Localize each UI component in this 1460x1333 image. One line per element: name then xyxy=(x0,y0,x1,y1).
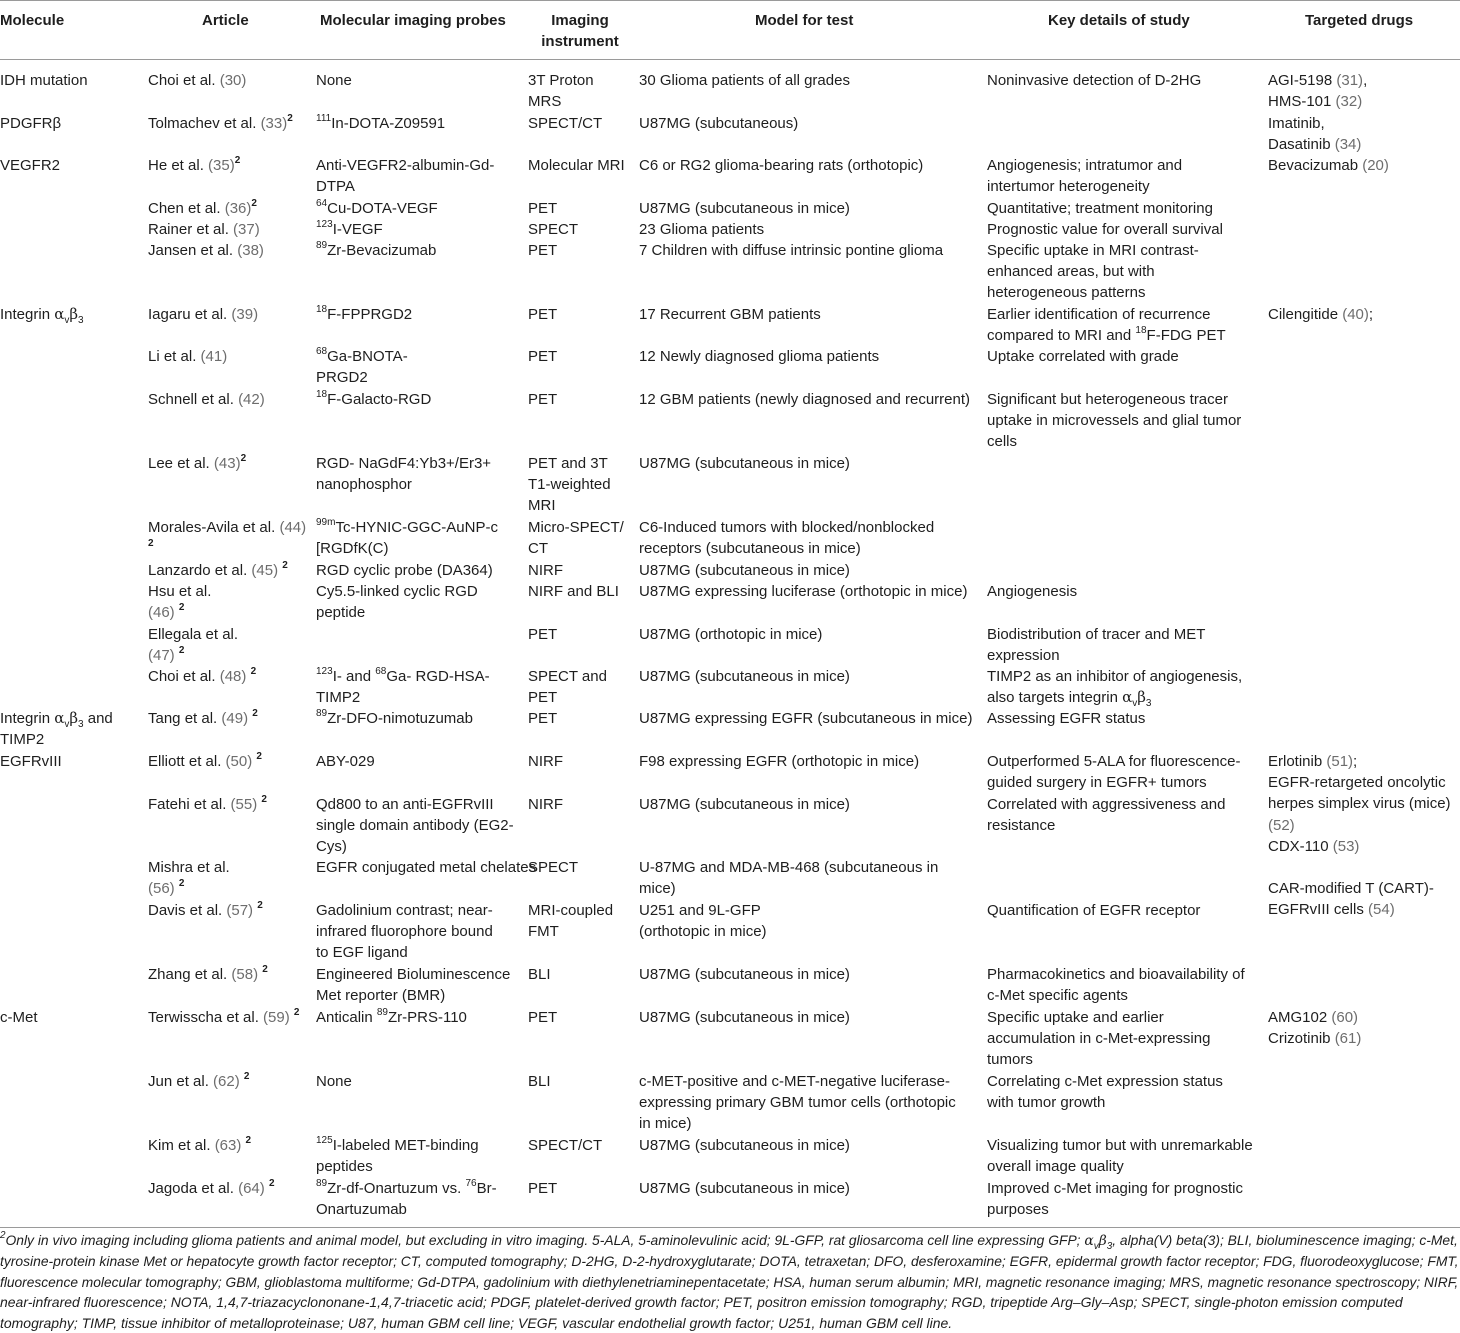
beta-symbol: β xyxy=(69,709,79,727)
instrument-cell: Molecular MRI xyxy=(528,157,625,174)
instrument-cell: PET xyxy=(528,391,558,408)
instrument-cell: PET xyxy=(528,626,558,643)
details-cell: Quantification of EGFR receptor xyxy=(987,902,1201,919)
probe-cell: $^{18}$F-FPPRGD2 xyxy=(316,304,413,323)
details-cell: Angiogenesis; intratumor and intertumor heterogeneity xyxy=(987,157,1183,196)
bottom-rule xyxy=(0,1227,1460,1228)
details-cell: Specific uptake in MRI contrast-enhanced areas, but with heterogeneous patterns xyxy=(987,242,1199,302)
probe-cell: Cy5.5-linked cyclic RGD peptide xyxy=(316,583,478,622)
reference-link[interactable]: (55) xyxy=(230,796,258,813)
details-cell: TIMP2 as an inhibitor of angiogenesis, also targets integrin $\alpha_v\beta_3$ xyxy=(987,668,1243,710)
model-cell: 30 Glioma patients of all grades xyxy=(639,72,850,89)
article-cell: Choi et al. (30) xyxy=(148,72,247,89)
beta-symbol: β xyxy=(69,305,79,323)
header-instrument: Imaging instrument xyxy=(541,12,619,50)
molecule-vegfr2: VEGFR2 xyxy=(0,157,61,174)
header-model: Model for test xyxy=(755,12,854,29)
reference-link[interactable]: (49) xyxy=(221,710,249,727)
table-footnote xyxy=(0,1230,1460,1333)
model-cell: U87MG (subcutaneous in mice) xyxy=(639,1137,850,1154)
model-cell: U87MG (subcutaneous in mice) xyxy=(639,966,850,983)
model-cell: U87MG expressing luciferase (orthotopic in mice) xyxy=(639,583,968,600)
model-cell: U87MG (orthotopic in mice) xyxy=(639,626,823,643)
probe-cell: $^{99m}$Tc-HYNIC-GGC-AuNP-c [RGDfK(C) xyxy=(316,517,498,558)
reference-link[interactable]: (30) xyxy=(219,72,247,89)
article-cell: Morales-Avila et al. (44) $^2$ xyxy=(148,519,307,550)
probe-cell: Anticalin $^{89}$Zr-PRS-110 xyxy=(316,1007,467,1026)
timp2-label: TIMP2 xyxy=(0,731,45,749)
top-rule xyxy=(0,0,1460,1)
article-cell: He et al. $(35)^2$ xyxy=(148,155,241,174)
reference-link[interactable]: (20) xyxy=(1362,157,1389,174)
instrument-cell: PET and 3T T1-weighted MRI xyxy=(528,455,611,515)
instrument-cell: PET xyxy=(528,1009,558,1026)
probe-cell: $^{89}$Zr-df-Onartuzum vs. $^{76}$Br-Onartuzumab xyxy=(316,1178,497,1219)
article-cell: Mishra et al. (56) $^2$ xyxy=(148,859,230,898)
article-cell: Davis et al. (57) $^2$ xyxy=(148,900,263,919)
instrument-cell: BLI xyxy=(528,966,551,983)
footnote-line: tomography; TIMP, tissue inhibitor of metalloproteinase; U87, human GBM cell line; VEGF, vascular endothelial growth factor; U251, human GBM cell line. xyxy=(0,1314,953,1331)
article-cell: Chen et al. $(36)^2$ xyxy=(148,198,257,217)
article-cell: Hsu et al. (46) $^2$ xyxy=(148,583,212,622)
details-cell: Correlated with aggressiveness and resistance xyxy=(987,796,1226,835)
reference-link[interactable]: (47) xyxy=(148,647,175,665)
probe-cell: Gadolinium contrast; near-infrared fluorophore bound to EGF ligand xyxy=(316,902,493,962)
instrument-cell: 3T Proton MRS xyxy=(528,72,594,111)
drugs-cell: Imatinib, Dasatinib (34) xyxy=(1268,115,1362,154)
reference-link[interactable]: (34) xyxy=(1334,136,1362,154)
reference-link[interactable]: (54) xyxy=(1368,901,1395,919)
molecule-cmet: c-Met xyxy=(0,1009,38,1026)
reference-link[interactable]: (32) xyxy=(1335,93,1363,111)
drugs-cell: Cilengitide (40); xyxy=(1268,306,1374,323)
alpha-symbol: α xyxy=(54,709,65,727)
details-cell: Specific uptake and earlier accumulation in c-Met-expressing tumors xyxy=(987,1009,1211,1069)
drugs-cell: Erlotinib (51); EGFR-retargeted oncolytic herpes simplex virus (mice) (52) CDX-110 (53) xyxy=(1268,753,1451,855)
instrument-cell: PET xyxy=(528,200,558,217)
reference-link[interactable]: (53) xyxy=(1332,837,1360,855)
article-cell: Ellegala et al. (47) $^2$ xyxy=(148,626,239,665)
reference-link[interactable]: (52) xyxy=(1268,816,1295,834)
details-cell: Visualizing tumor but with unremarkable overall image quality xyxy=(987,1137,1253,1176)
reference-link[interactable]: (63) xyxy=(214,1137,242,1154)
reference-link[interactable]: (43) xyxy=(213,455,241,472)
footnote-line: near-infrared fluorescence; NOTA, 1,4,7-triazacyclononane-1,4,7-triacetic acid; PDGF, platelet-derived growth factor; PET, positron emission tomography; RGD, tripeptide Arg–Gly–Asp; SPECT, single-photon emission computed xyxy=(0,1294,1403,1311)
probe-cell: Qd800 to an anti-EGFRvIII single domain antibody (EG2-Cys) xyxy=(316,796,514,856)
reference-link[interactable]: (37) xyxy=(233,221,260,238)
model-cell: U87MG expressing EGFR (subcutaneous in mice) xyxy=(639,710,973,727)
probe-cell: RGD cyclic probe (DA364) xyxy=(316,562,493,579)
probe-cell: Engineered Bioluminescence Met reporter (BMR) xyxy=(316,966,511,1005)
reference-link[interactable]: (33) xyxy=(260,115,288,132)
details-cell: Improved c-Met imaging for prognostic purposes xyxy=(987,1180,1243,1219)
footnote-line: fluorescence molecular tomography; GBM, glioblastoma multiforme; Gd-DTPA, gadolinium with diethylenetriaminepentacetate; HSA, human serum albumin; MRI, magnetic resonance imaging; MRS, magnetic resonance spectroscopy; NIRF, xyxy=(0,1273,1459,1290)
article-cell: Terwisscha et al. (59) $^2$ xyxy=(148,1007,300,1026)
article-cell: Lanzardo et al. (45) $^2$ xyxy=(148,560,288,579)
probe-cell: $^{123}$I- and $^{68}$Ga- RGD-HSA-TIMP2 xyxy=(316,666,490,707)
reference-link[interactable]: (61) xyxy=(1334,1030,1362,1048)
reference-link[interactable]: (41) xyxy=(200,348,228,365)
article-cell: Elliott et al. (50) $^2$ xyxy=(148,751,262,770)
probe-cell: RGD- NaGdF4:Yb3+/Er3+ nanophosphor xyxy=(316,455,492,494)
details-cell: Biodistribution of tracer and MET expression xyxy=(987,626,1206,665)
details-cell: Earlier identification of recurrence compared to MRI and $^{18}$F-FDG PET xyxy=(987,306,1226,345)
reference-link[interactable]: (44) xyxy=(279,519,307,536)
details-cell: Angiogenesis xyxy=(987,583,1078,600)
instrument-cell: NIRF xyxy=(528,753,563,770)
article-cell: Jansen et al. (38) xyxy=(148,242,264,259)
header-rule xyxy=(0,59,1460,60)
article-cell: Jun et al. (62) $^2$ xyxy=(148,1071,250,1090)
model-cell: 12 Newly diagnosed glioma patients xyxy=(639,348,880,365)
v-subscript: v xyxy=(64,315,70,326)
probe-cell: None xyxy=(316,1073,352,1090)
and-label: and xyxy=(87,710,113,727)
reference-link[interactable]: (56) xyxy=(148,880,175,898)
model-cell: 12 GBM patients (newly diagnosed and recurrent) xyxy=(639,391,971,408)
drugs-cell: CAR-modified T (CART)-EGFRvIII cells (54) xyxy=(1268,880,1434,919)
reference-link[interactable]: (59) xyxy=(263,1009,290,1026)
footnote-line: $^2$Only in vivo imaging including glioma patients and animal model, but excluding in vitro imaging. 5-ALA, 5-aminolevulinic acid; 9L-GFP, rat gliosarcoma cell line expressing GFP; $\alpha_v\beta_3$, alpha(V) beta(3); BLI, bioluminescence imaging; c-Met, xyxy=(0,1230,1458,1252)
article-cell: Zhang et al. (58) $^2$ xyxy=(148,964,268,983)
reference-link[interactable]: (60) xyxy=(1331,1009,1359,1026)
instrument-cell: SPECT/CT xyxy=(528,115,603,132)
three-subscript: 3 xyxy=(78,315,84,326)
details-cell: Quantitative; treatment monitoring xyxy=(987,200,1213,217)
footnote-line: tyrosine-protein kinase Met or hepatocyte growth factor receptor; CT, computed tomography; D-2HG, D-2-hydroxyglutarate; DOTA, tetraxetan; DFO, desferoxamine; EGFR, epidermal growth factor receptor; FDG, fluorodeoxyglucose; FMT, xyxy=(0,1253,1459,1270)
molecule-integrin-timp2 xyxy=(0,708,130,750)
model-cell: 7 Children with diffuse intrinsic pontine glioma xyxy=(639,242,944,259)
instrument-cell: PET xyxy=(528,306,558,323)
probe-cell: $^{18}$F-Galacto-RGD xyxy=(316,389,432,408)
instrument-cell: NIRF xyxy=(528,796,563,813)
reference-link[interactable]: (57) xyxy=(226,902,254,919)
model-cell: 23 Glioma patients xyxy=(639,221,765,238)
molecule-idh: IDH mutation xyxy=(0,72,88,89)
header-details: Key details of study xyxy=(1048,12,1190,29)
model-cell: C6 or RG2 glioma-bearing rats (orthotopic) xyxy=(639,157,924,174)
reference-link[interactable]: (45) xyxy=(251,562,279,579)
integrin-label: Integrin xyxy=(0,710,55,727)
article-cell: Kim et al. (63) $^2$ xyxy=(148,1135,252,1154)
reference-link[interactable]: (39) xyxy=(231,306,259,323)
instrument-cell: BLI xyxy=(528,1073,551,1090)
article-cell: Fatehi et al. (55) $^2$ xyxy=(148,794,267,813)
reference-link[interactable]: (64) xyxy=(238,1180,265,1197)
molecule-egfrviii: EGFRvIII xyxy=(0,753,62,770)
details-cell: Pharmacokinetics and bioavailability of c-Met specific agents xyxy=(987,966,1245,1005)
molecule-integrin xyxy=(0,304,84,325)
model-cell: C6-Induced tumors with blocked/nonblocked receptors (subcutaneous in mice) xyxy=(639,519,935,558)
reference-link[interactable]: (38) xyxy=(237,242,264,259)
instrument-cell: PET xyxy=(528,1180,558,1197)
reference-link[interactable]: (40) xyxy=(1342,306,1369,323)
model-cell: U87MG (subcutaneous) xyxy=(639,115,799,132)
alpha-symbol: α xyxy=(54,305,65,323)
article-cell: Choi et al. (48) $^2$ xyxy=(148,666,257,685)
probe-cell: $^{68}$Ga-BNOTA-PRGD2 xyxy=(316,346,408,387)
reference-link[interactable]: (36) xyxy=(224,200,252,217)
header-article: Article xyxy=(202,12,249,29)
instrument-cell: PET xyxy=(528,242,558,259)
three-subscript: 3 xyxy=(78,719,84,730)
model-cell: U-87MG and MDA-MB-468 (subcutaneous in mice) xyxy=(639,859,939,898)
reference-link[interactable]: (62) xyxy=(213,1073,240,1090)
instrument-cell: SPECT/CT xyxy=(528,1137,603,1154)
article-cell: Rainer et al. (37) xyxy=(148,221,260,238)
probe-cell: ABY-029 xyxy=(316,753,375,770)
details-cell: Correlating c-Met expression status with tumor growth xyxy=(987,1073,1223,1112)
instrument-cell: Micro-SPECT/ CT xyxy=(528,519,624,558)
v-subscript: v xyxy=(64,719,70,730)
article-cell: Li et al. (41) xyxy=(148,348,228,365)
reference-link[interactable]: (58) xyxy=(231,966,259,983)
details-cell: Prognostic value for overall survival xyxy=(987,221,1223,238)
reference-link[interactable]: (35) xyxy=(208,157,235,174)
drugs-cell: Bevacizumab (20) xyxy=(1268,157,1389,174)
reference-link[interactable]: (48) xyxy=(219,668,247,685)
instrument-cell: SPECT and PET xyxy=(528,668,607,707)
integrin-label: Integrin xyxy=(0,306,55,323)
instrument-cell: SPECT xyxy=(528,859,579,876)
drugs-cell: AGI-5198 (31), HMS-101 (32) xyxy=(1268,72,1368,111)
article-cell: Tang et al. (49) $^2$ xyxy=(148,708,258,727)
model-cell: 17 Recurrent GBM patients xyxy=(639,306,821,323)
header-molecule: Molecule xyxy=(0,12,65,29)
model-cell: U87MG (subcutaneous in mice) xyxy=(639,562,850,579)
instrument-cell: PET xyxy=(528,348,558,365)
reference-link[interactable]: (50) xyxy=(225,753,253,770)
probe-cell: $^{64}$Cu-DOTA-VEGF xyxy=(316,198,438,217)
model-cell: U87MG (subcutaneous in mice) xyxy=(639,455,850,472)
probe-cell: $^{89}$Zr-DFO-nimotuzumab xyxy=(316,708,473,727)
article-cell: Schnell et al. (42) xyxy=(148,391,265,408)
article-cell: Iagaru et al. (39) xyxy=(148,306,259,323)
drugs-cell: AMG102 (60) Crizotinib (61) xyxy=(1268,1009,1362,1048)
probe-cell: $^{89}$Zr-Bevacizumab xyxy=(316,240,437,259)
article-cell: Lee et al. $(43)^2$ xyxy=(148,453,247,472)
reference-link[interactable]: (46) xyxy=(148,604,175,622)
model-cell: U251 and 9L-GFP (orthotopic in mice) xyxy=(639,902,767,941)
model-cell: c-MET-positive and c-MET-negative luciferase-expressing primary GBM tumor cells (orthotopic in mice) xyxy=(639,1073,956,1133)
probe-cell: $^{123}$I-VEGF xyxy=(316,219,383,238)
molecule-pdgfr: PDGFRβ xyxy=(0,115,62,132)
details-cell: Significant but heterogeneous tracer uptake in microvessels and glial tumor cells xyxy=(987,391,1242,451)
details-cell: Outperformed 5-ALA for fluorescence-guided surgery in EGFR+ tumors xyxy=(987,753,1241,792)
header-probes: Molecular imaging probes xyxy=(320,12,506,29)
details-cell: Assessing EGFR status xyxy=(987,710,1146,727)
instrument-cell: NIRF xyxy=(528,562,563,579)
reference-link[interactable]: (31) xyxy=(1336,72,1364,89)
reference-link[interactable]: (51) xyxy=(1326,753,1354,770)
instrument-cell: NIRF and BLI xyxy=(528,583,619,600)
instrument-cell: PET xyxy=(528,710,558,727)
instrument-cell: SPECT xyxy=(528,221,579,238)
details-cell: Uptake correlated with grade xyxy=(987,348,1179,365)
probe-cell: None xyxy=(316,72,352,89)
article-cell: Jagoda et al. (64) $^2$ xyxy=(148,1178,275,1197)
details-cell: Noninvasive detection of D-2HG xyxy=(987,72,1202,89)
probe-cell: $^{111}$In-DOTA-Z09591 xyxy=(316,113,446,132)
model-cell: F98 expressing EGFR (orthotopic in mice) xyxy=(639,753,920,770)
article-cell: Tolmachev et al. $(33)^2$ xyxy=(148,113,293,132)
model-cell: U87MG (subcutaneous in mice) xyxy=(639,1180,850,1197)
probe-cell: $^{125}$I-labeled MET-binding peptides xyxy=(316,1135,479,1176)
header-drugs: Targeted drugs xyxy=(1305,12,1414,29)
model-cell: U87MG (subcutaneous in mice) xyxy=(639,668,850,685)
model-cell: U87MG (subcutaneous in mice) xyxy=(639,200,850,217)
reference-link[interactable]: (42) xyxy=(238,391,265,408)
instrument-cell: MRI-coupled FMT xyxy=(528,902,614,941)
model-cell: U87MG (subcutaneous in mice) xyxy=(639,1009,850,1026)
probe-cell: EGFR conjugated metal chelates xyxy=(316,859,537,876)
model-cell: U87MG (subcutaneous in mice) xyxy=(639,796,850,813)
probe-cell: Anti-VEGFR2-albumin-Gd-DTPA xyxy=(316,157,495,196)
